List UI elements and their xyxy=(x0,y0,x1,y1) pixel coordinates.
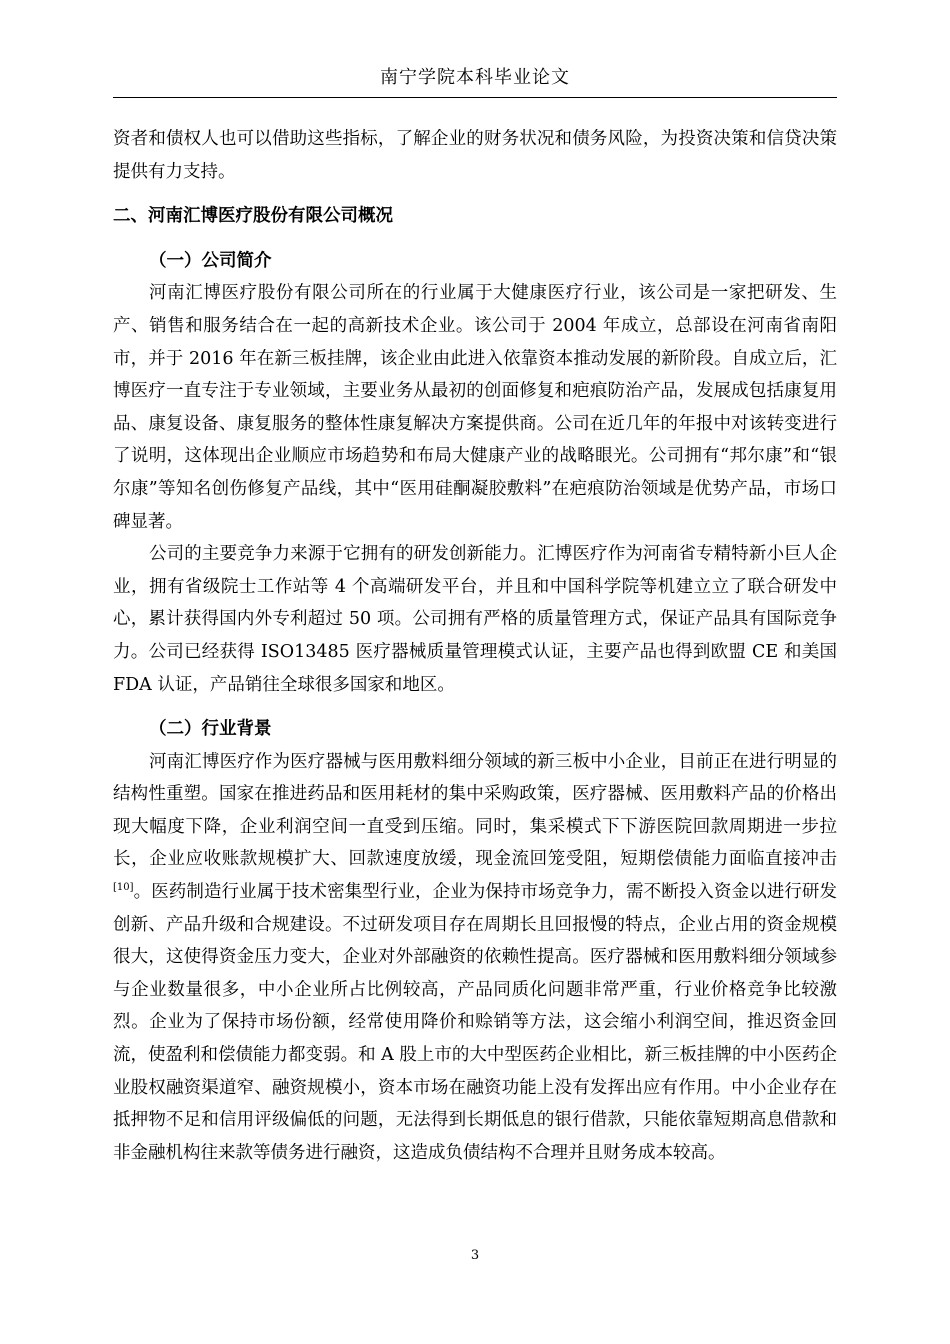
paragraph-company-overview: 河南汇博医疗股份有限公司所在的行业属于大健康医疗行业，该公司是一家把研发、生产、销售和服务结合在一起的高新技术企业。该公司于 2004 年成立，总部设在河南省南阳市，并于 2016 年在新三板挂牌，该企业由此进入依靠资本推动发展的新阶段。自成立后，汇博医疗一直专注于专业领域，主要业务从最初的创面修复和疤痕防治产品，发展成包括康复用品、康复设备、康复服务的整体性康复解决方案提供商。公司在近几年的年报中对该转变进行了说明，这体现出企业顺应市场趋势和布局大健康产业的战略眼光。公司拥有“邦尔康”和“银尔康”等知名创伤修复产品线，其中“医用硅酮凝胶敷料”在疤痕防治领域是优势产品，市场口碑显著。 xyxy=(113,283,837,532)
subsection-heading-industry-background: （二）行业背景 xyxy=(149,719,272,740)
citation-reference: [10] xyxy=(113,882,134,894)
page-number: 3 xyxy=(470,1248,480,1263)
header-rule xyxy=(113,97,837,98)
paragraph-continued: 资者和债权人也可以借助这些指标，了解企业的财务状况和债务风险，为投资决策和信贷决策提供有力支持。 xyxy=(113,129,837,182)
paragraph-competitiveness: 公司的主要竞争力来源于它拥有的研发创新能力。汇博医疗作为河南省专精特新小巨人企业，拥有省级院士工作站等 4 个高端研发平台，并且和中国科学院等机建立立了联合研发中心，累计获得国内外专利超过 50 项。公司拥有严格的质量管理方式，保证产品具有国际竞争力。公司已经获得 ISO13485 医疗器械质量管理模式认证，主要产品也得到欧盟 CE 和美国 FDA 认证，产品销往全球很多国家和地区。 xyxy=(113,544,837,695)
paragraph-industry-text-part2: 。医药制造行业属于技术密集型行业，企业为保持市场竞争力，需不断投入资金以进行研发创新、产品升级和合规建设。不过研发项目存在周期长且回报慢的特点，企业占用的资金规模很大，这使得资金压力变大，企业对外部融资的依赖性提高。医疗器械和医用敷料细分领域参与企业数量很多，中小企业所占比例较高，产品同质化问题非常严重，行业价格竞争比较激烈。企业为了保持市场份额，经常使用降价和赊销等方法，这会缩小利润空间，推迟资金回流，使盈利和偿债能力都变弱。和 A 股上市的大中型医药企业相比，新三板挂牌的中小医药企业股权融资渠道窄、融资规模小，资本市场在融资功能上没有发挥出应有作用。中小企业存在抵押物不足和信用评级偏低的问题，无法得到长期低息的银行借款，只能依靠短期高息借款和非金融机构往来款等债务进行融资，这造成负债结构不合理并且财务成本较高。 xyxy=(113,882,837,1163)
subsection-heading-company-profile: （一）公司简介 xyxy=(149,250,272,271)
page-body xyxy=(113,123,837,1169)
paragraph-industry-text-part1: 河南汇博医疗作为医疗器械与医用敷料细分领域的新三板中小企业，目前正在进行明显的结构性重塑。国家在推进药品和医用耗材的集中采购政策，医疗器械、医用敷料产品的价格出现大幅度下降，企业利润空间一直受到压缩。同时，集采模式下下游医院回款周期进一步拉长，企业应收账款规模扩大、回款速度放缓，现金流回笼受阻，短期偿债能力面临直接冲击 xyxy=(113,751,837,870)
section-heading: 二、河南汇博医疗股份有限公司概况 xyxy=(113,206,393,227)
paragraph-industry-background xyxy=(113,746,837,1170)
page-header-title: 南宁学院本科毕业论文 xyxy=(380,67,570,88)
